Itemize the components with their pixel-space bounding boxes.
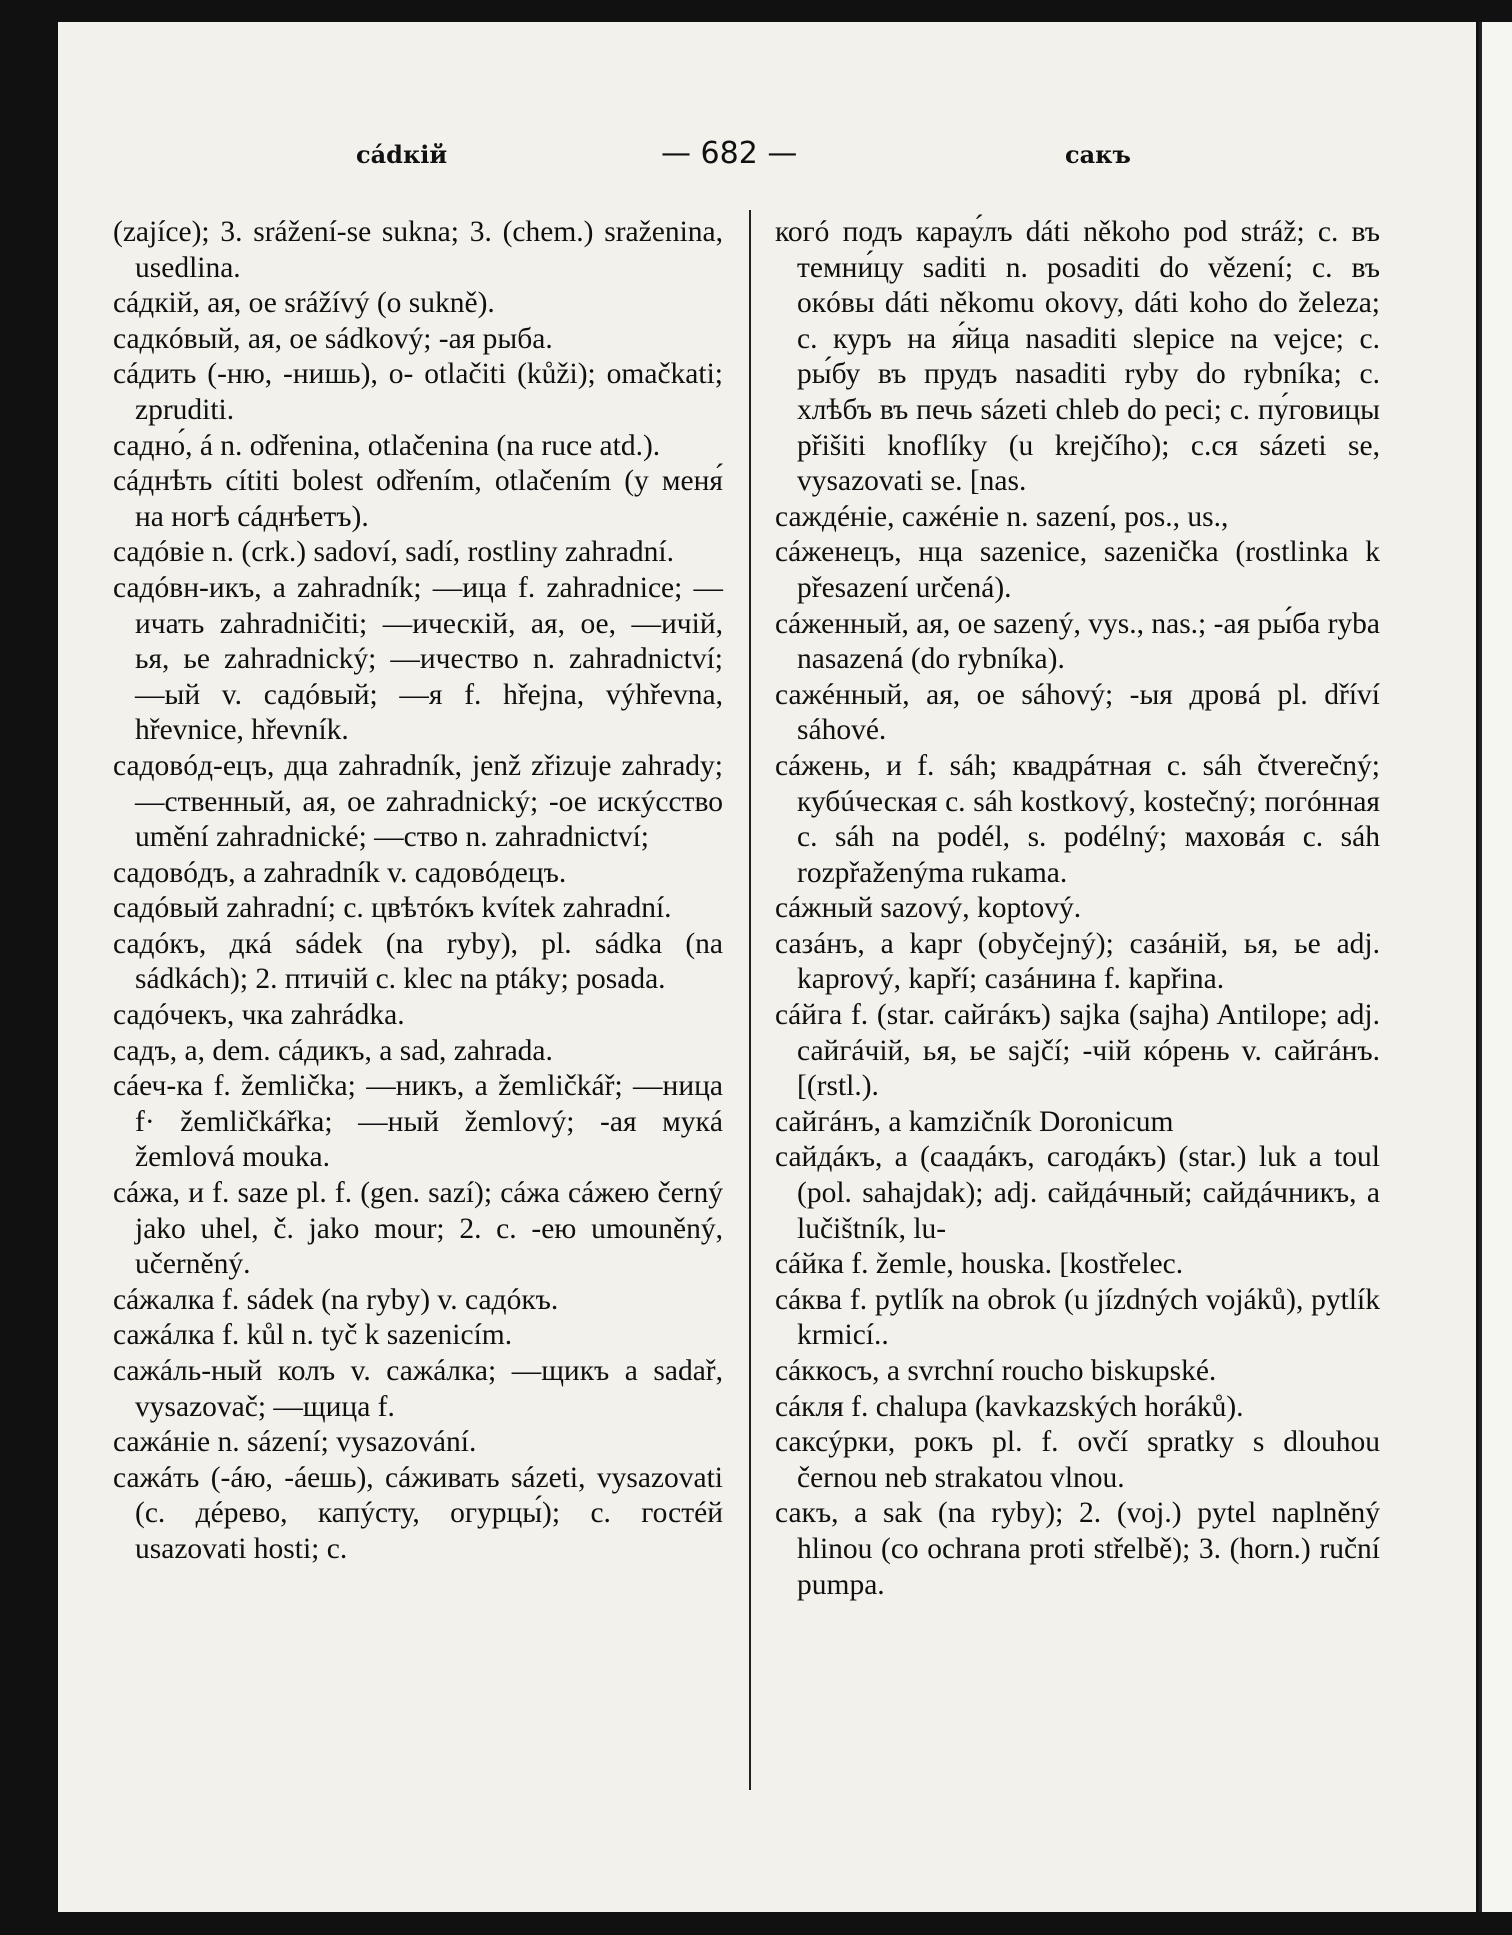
dictionary-entry: садóчекъ, чка zahrádka. xyxy=(113,999,405,1032)
adjacent-page-edge xyxy=(1479,22,1512,1912)
dictionary-entry: cáква f. pytlík na obrok (u jízdných vojáků), pytlík krmicí.. xyxy=(775,1283,1380,1352)
dictionary-entry: садóвый zahradní; c. цвѣтóкъ kvítek zahradní. xyxy=(113,892,672,925)
dictionary-entry: садóвіе n. (crk.) sadoví, sadí, rostliny zahradní. xyxy=(113,536,674,569)
dictionary-entry: садóкъ, дкá sádek (na ryby), pl. sádka (na sádkách); 2. птичій c. klec na ptáky; posada. xyxy=(113,927,723,996)
header-left-guideword: cádкій xyxy=(356,140,448,169)
dictionary-entry: садóвн-икъ, a zahradník; —ица f. zahradnice; —ичать zahradničiti; —ическій, ая, ое, —ичій, ья, ье zahradnický; —ичество n. zahradnictví; —ый v. садóвый; —я f. hřejna, výhřevna, hřevnice, hřevník. xyxy=(113,571,723,747)
dictionary-entry: cáднѣть cítiti bolest odřením, otlačením (у меня́ на ногѣ cáднѣетъ). xyxy=(113,465,723,533)
dictionary-entry: cáжный sazový, koptový. xyxy=(775,892,1082,925)
left-column xyxy=(113,215,723,1568)
dictionary-entry: саксýрки, рокъ pl. f. ovčí spratky s dlouhou černou neb strakatou vlnou. xyxy=(775,1426,1380,1494)
dictionary-entry: cáженецъ, нца sazenice, sazenička (rostlinka k přesazení určená). xyxy=(775,536,1380,604)
dictionary-entry: cáкля f. chalupa (kavkazských horáků). xyxy=(775,1390,1244,1423)
dictionary-entry: (zajíce); 3. srážení-se sukna; 3. (chem.) sraženina, usedlina. xyxy=(113,216,723,284)
dictionary-entry: сазáнъ, a kapr (obyčejný); сазáній, ья, ье adj. kaprový, kapří; сазáнина f. kapřina. xyxy=(775,927,1380,996)
dictionary-entry: сажéнный, ая, ое sáhový; -ыя дровá pl. dříví sáhové. xyxy=(775,678,1380,747)
page-number: — 682 — xyxy=(661,136,798,171)
page-header xyxy=(58,136,1476,180)
right-column xyxy=(775,215,1380,1603)
dictionary-entry: сажáніе n. sázení; vysazování. xyxy=(113,1426,477,1459)
column-divider xyxy=(749,210,751,1790)
header-right-guideword: сакъ xyxy=(1065,140,1131,169)
dictionary-entry: cáжень, и f. sáh; квадрáтная c. sáh čtverečný; кубúческая c. sáh kostkový, kostečný; погóнная c. sáh na podél, s. podélný; маховáя c. sáh rozpřaženýma rukama. xyxy=(775,749,1380,889)
dictionary-entry: садкóвый, ая, ое sádkový; -ая рыба. xyxy=(113,322,553,355)
dictionary-entry: cáеч-ка f. žemlička; —никъ, a žemličkář; —ница f· žemličkářka; —ный žemlový; -ая мукá žemlová mouka. xyxy=(113,1070,723,1174)
dictionary-entry: cáдкій, ая, ое srážívý (o sukně). xyxy=(113,287,495,320)
dictionary-entry: садовóдъ, a zahradník v. садовóдецъ. xyxy=(113,856,567,889)
dictionary-entry: cáдить (-ню, -нишь), o- otlačiti (kůži); omačkati; zpruditi. xyxy=(113,358,723,426)
dictionary-entry: сажáть (-áю, -áешь), cáживать sázeti, vysazovati (c. дéрево, капýсту, огурцы́); c. гостéй usazovati hosti; c. xyxy=(113,1461,723,1565)
dictionary-entry: cáжалка f. sádek (na ryby) v. садóкъ. xyxy=(113,1283,559,1316)
dictionary-entry: cáйка f. žemle, houska. [kostřelec. xyxy=(775,1248,1184,1281)
dictionary-entry: cáйга f. (star. сайгáкъ) sajka (sajha) Antilope; adj. сайгáчій, ья, ье sajčí; -чій кóрень v. сайгáнъ. [(rstl.). xyxy=(775,999,1380,1103)
dictionary-entry: cáккосъ, a svrchní roucho biskupské. xyxy=(775,1355,1217,1387)
dictionary-entry: когó подъ карау́лъ dáti někoho pod stráž; c. въ темни́цу saditi n. posaditi do vězení; c. въ окóвы dáti někomu okovy, dáti koho do železa; c. куръ на я́йца nasaditi slepice na vejce; c. ры́бу въ прудъ nasaditi ryby do rybníka; c. хлѣбъ въ печь sázeti chleb do peci; c. пу́говицы přišiti knoflíky (u krejčího); c.ся sázeti se, vysazovati se. [nas. xyxy=(775,216,1380,498)
dictionary-entry: садовóд-ецъ, дца zahradník, jenž zřizuje zahrady; —ственный, ая, ое zahradnický; -ое искýсство umění zahradnické; —ство n. zahradnictví; xyxy=(113,749,723,854)
dictionary-entry: cáжа, и f. saze pl. f. (gen. sazí); cáжа cáжею černý jako uhel, č. jako mour; 2. c. -ею umouněný, učerněný. xyxy=(113,1177,723,1281)
dictionary-entry: сакъ, a sak (na ryby); 2. (voj.) pytel naplněný hlinou (co ochrana proti střelbě); 3. (horn.) ruční pumpa. xyxy=(775,1497,1380,1601)
dictionary-entry: сайгáнъ, a kamzičník Doronicum xyxy=(775,1105,1174,1138)
dictionary-entry: сайдáкъ, a (саадáкъ, сагодáкъ) (star.) luk a toul (pol. sahajdak); adj. сайдáчный; сайдáчникъ, a lučištník, lu- xyxy=(775,1141,1380,1245)
dictionary-entry: садъ, a, dem. cáдикъ, a sad, zahrada. xyxy=(113,1034,553,1067)
dictionary-entry: сажáль-ный колъ v. сажáлка; —щикъ a sadař, vysazovač; —щица f. xyxy=(113,1355,723,1423)
dictionary-entry: саждéніе, сажéніе n. sazení, pos., us., xyxy=(775,500,1229,533)
dictionary-entry: сажáлка f. kůl n. tyč k sazenicím. xyxy=(113,1319,513,1352)
dictionary-entry: садно́, á n. odřenina, otlačenina (na ruce atd.). xyxy=(113,429,661,462)
dictionary-entry: cáженный, ая, ое sazený, vys., nas.; -ая ры́ба ryba nasazená (do rybníka). xyxy=(775,607,1380,676)
